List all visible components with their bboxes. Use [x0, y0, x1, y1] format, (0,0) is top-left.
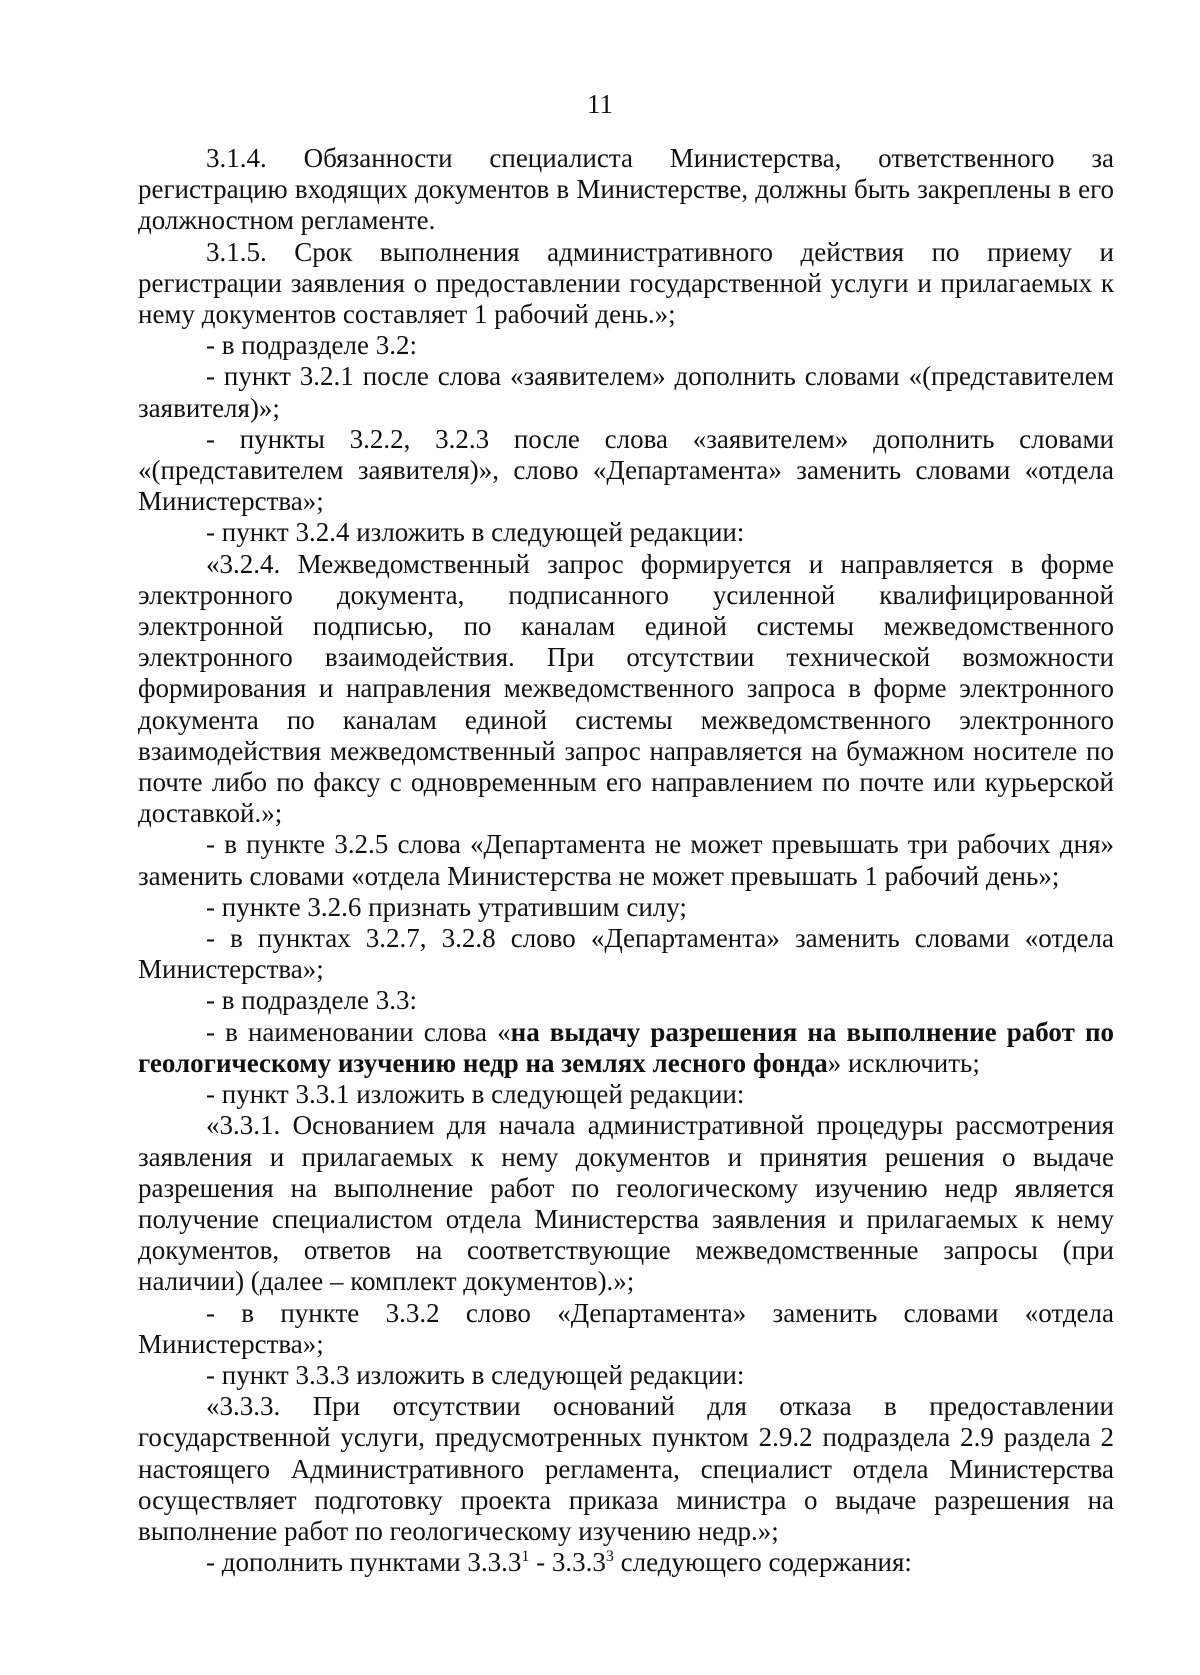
amendment-3-2-2-3-2-3: - пункты 3.2.2, 3.2.3 после слова «заявителем» дополнить словами «(представителем заявителя)», слово «Департамента» заменить словами «отдела Министерства»; — [138, 423, 1114, 517]
additions-before: - дополнить пунктами 3.3.3 — [206, 1547, 522, 1578]
document-body — [138, 143, 1114, 1578]
additions-after: следующего содержания: — [613, 1547, 912, 1578]
amendment-3-2-7-3-2-8: - в пунктах 3.2.7, 3.2.8 слово «Департамента» заменить словами «отдела Министерства»; — [138, 923, 1114, 985]
subsection-3-2-heading: - в подразделе 3.2: — [206, 330, 417, 361]
subsection-3-3-heading: - в подразделе 3.3: — [206, 985, 417, 1016]
quoted-3-3-3: «3.3.3. При отсутствии оснований для отказа в предоставлении государственной услуги, предусмотренных пунктом 2.9.2 подраздела 2.9 раздела 2 настоящего Административного регламента, специалист отдела Министерства осуществляет подготовку проекта приказа министра о выдаче разрешения на выполнение работ по геологическому изучению недр.»; — [138, 1391, 1114, 1546]
quoted-3-3-1: «3.3.1. Основанием для начала административной процедуры рассмотрения заявления и прилагаемых к нему документов и принятия решения о выдаче разрешения на выполнение работ по геологическому изучению недр является получение специалистом отдела Министерства заявления и прилагаемых к нему документов, ответов на соответствующие межведомственные запросы (при наличии) (далее – комплект документов).»; — [138, 1110, 1114, 1297]
amendment-3-3-title-after: » исключить; — [827, 1047, 980, 1078]
paragraph-3-1-5: 3.1.5. Срок выполнения административного действия по приему и регистрации заявления о предоставлении государственной услуги и прилагаемых к нему документов составляет 1 рабочий день.»; — [138, 236, 1114, 330]
additions-middle: - 3.3.3 — [529, 1547, 606, 1578]
amendment-3-2-6: - пункте 3.2.6 признать утратившим силу; — [206, 891, 687, 922]
quoted-3-2-4: «3.2.4. Межведомственный запрос формируется и направляется в форме электронного документа, подписанного усиленной квалифицированной электронной подписью, по каналам единой системы межведомственного электронного взаимодействия. При отсутствии технической возможности формирования и направления межведомственного запроса в форме электронного документа по каналам единой системы межведомственного электронного взаимодействия межведомственный запрос направляется на бумажном носителе по почте либо по факсу с одновременным его направлением по почте или курьерской доставкой.»; — [138, 548, 1114, 829]
additions-sup-3: 3 — [605, 1548, 614, 1566]
amendment-3-3-title-before: - в наименовании слова « — [206, 1016, 511, 1047]
additions-sup-1: 1 — [521, 1548, 530, 1566]
amendment-3-3-title-bold: на выдачу разрешения на выполнение работ по геологическому изучению недр на землях лесного фонда — [138, 1016, 1115, 1078]
amendment-3-2-5: - в пункте 3.2.5 слова «Департамента не может превышать три рабочих дня» заменить словами «отдела Министерства не может превышать 1 рабочий день»; — [138, 829, 1114, 891]
page-number: 11 — [587, 89, 613, 119]
amendment-3-2-1: - пункт 3.2.1 после слова «заявителем» дополнить словами «(представителем заявителя)»; — [138, 361, 1114, 423]
amendment-3-3-title — [138, 1017, 1114, 1079]
amendment-3-3-2: - в пункте 3.3.2 слово «Департамента» заменить словами «отдела Министерства»; — [138, 1297, 1114, 1359]
amendment-3-3-3-additions — [138, 1547, 1114, 1578]
amendment-3-3-3-intro: - пункт 3.3.3 изложить в следующей редакции: — [206, 1359, 745, 1390]
amendment-3-3-1-intro: - пункт 3.3.1 изложить в следующей редакции: — [206, 1079, 745, 1110]
paragraph-3-1-4: 3.1.4. Обязанности специалиста Министерства, ответственного за регистрацию входящих документов в Министерстве, должны быть закреплены в его должностном регламенте. — [138, 143, 1114, 236]
amendment-3-2-4-intro: - пункт 3.2.4 изложить в следующей редакции: — [206, 517, 745, 548]
